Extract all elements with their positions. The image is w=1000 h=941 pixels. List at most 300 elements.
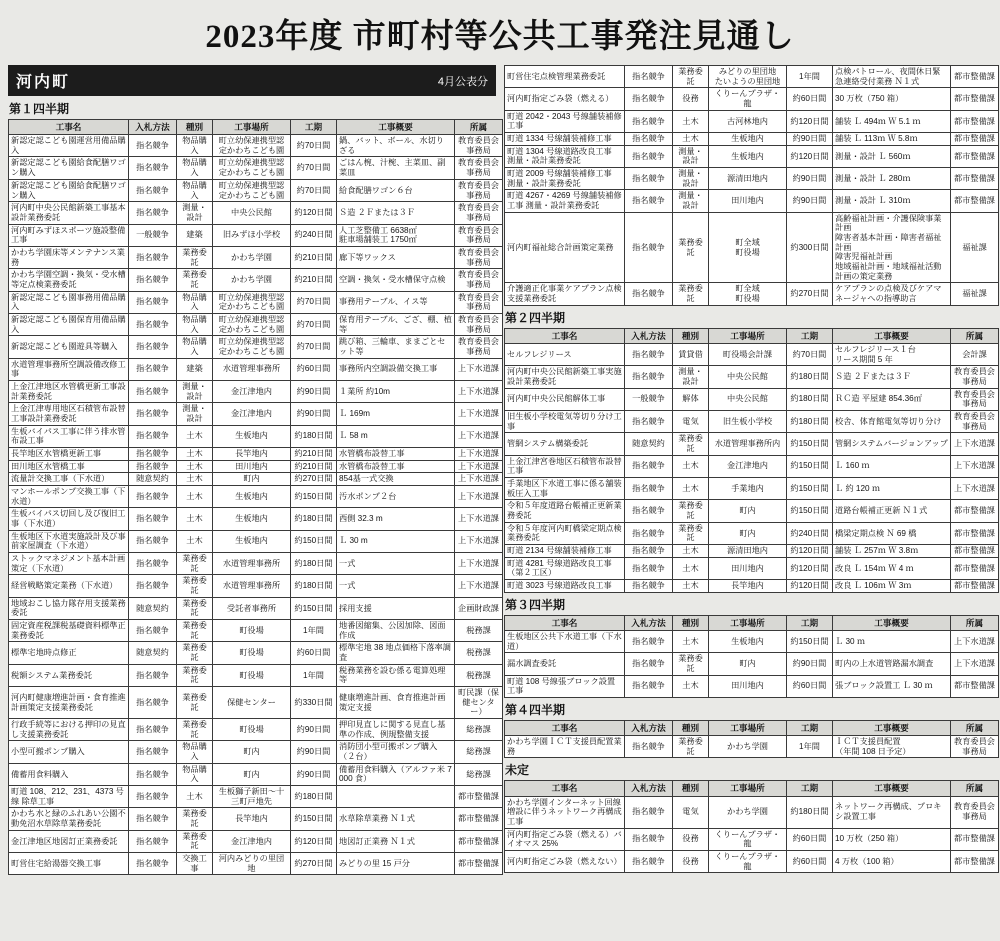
cell-3: 旧生板小学校 bbox=[709, 410, 787, 432]
cell-6: 都市整備課 bbox=[455, 808, 503, 830]
column-header-2: 種別 bbox=[673, 720, 709, 735]
cell-3: 水道管理事務所内 bbox=[709, 433, 787, 455]
cell-3: 町内 bbox=[213, 473, 291, 486]
cell-1: 指名競争 bbox=[129, 135, 177, 157]
section-undecided bbox=[504, 761, 995, 873]
cell-1: 指名競争 bbox=[129, 508, 177, 530]
cell-1: 指名競争 bbox=[129, 460, 177, 473]
column-header-0: 工事名 bbox=[505, 328, 625, 343]
cell-0: 介護適正化事業ケアプラン点検支援業務委託 bbox=[505, 283, 625, 305]
cell-5: 空調・換気・受水槽保守点検 bbox=[337, 269, 455, 291]
cell-5: 水草除草業務 Ｎ１式 bbox=[337, 808, 455, 830]
cell-2: 土木 bbox=[673, 477, 709, 499]
left-sections bbox=[8, 100, 499, 875]
cell-2: 土木 bbox=[673, 455, 709, 477]
projects-table bbox=[8, 119, 503, 875]
banner bbox=[0, 0, 1000, 65]
cell-0: 新認定認こども園給食配膳ワゴン購入 bbox=[9, 179, 129, 201]
cell-2: 土木 bbox=[177, 485, 213, 507]
cell-4: 約240日間 bbox=[291, 224, 337, 246]
cell-6: 上下水道課 bbox=[455, 358, 503, 380]
table-row bbox=[505, 190, 999, 212]
cell-1: 指名競争 bbox=[625, 653, 673, 675]
table-row bbox=[9, 269, 503, 291]
cell-4: 約180日間 bbox=[787, 388, 833, 410]
table-row bbox=[9, 485, 503, 507]
cell-4: 約120日間 bbox=[787, 110, 833, 132]
cell-5: ＩＣＴ支援員配置 （年間 108 日予定） bbox=[833, 736, 951, 758]
cell-1: 指名競争 bbox=[129, 808, 177, 830]
cell-5: 水管橋布設替工事 bbox=[337, 460, 455, 473]
cell-1: 指名競争 bbox=[625, 675, 673, 697]
cell-1: 指名競争 bbox=[129, 425, 177, 447]
cell-1: 指名競争 bbox=[625, 580, 673, 593]
cell-2: 電気 bbox=[673, 410, 709, 432]
table-row bbox=[9, 553, 503, 575]
cell-2: 測量・設計 bbox=[673, 190, 709, 212]
cell-6: 教育委員会事務局 bbox=[455, 336, 503, 358]
cell-1: 指名競争 bbox=[129, 380, 177, 402]
column-header-3: 工事場所 bbox=[709, 328, 787, 343]
cell-5: Ｌ 58 m bbox=[337, 425, 455, 447]
table-row bbox=[505, 388, 999, 410]
cell-0: 長竿地区水管橋更新工事 bbox=[9, 447, 129, 460]
cell-3: 生板地内 bbox=[213, 508, 291, 530]
cell-2: 業務委託 bbox=[177, 269, 213, 291]
cell-1: 指名競争 bbox=[625, 557, 673, 579]
table-row bbox=[505, 522, 999, 544]
cell-0: 河内町指定ごみ袋（燃えない） bbox=[505, 850, 625, 872]
cell-0: 町道 108、212、231、4373 号線 除草工事 bbox=[9, 786, 129, 808]
column-header-1: 入札方法 bbox=[625, 615, 673, 630]
cell-5: 健康増進計画、食育推進計画策定支援 bbox=[337, 687, 455, 719]
cell-6: 都市整備課 bbox=[951, 675, 999, 697]
cell-1: 指名競争 bbox=[625, 66, 673, 88]
cell-5: 地番図縮集、公図加除、図面作成 bbox=[337, 620, 455, 642]
cell-0: 生板地区公共下水道工事（下水道） bbox=[505, 630, 625, 652]
cell-2: 土木 bbox=[673, 580, 709, 593]
cell-4: 約180日間 bbox=[787, 796, 833, 828]
table-row bbox=[505, 88, 999, 110]
cell-6: 都市整備課 bbox=[951, 522, 999, 544]
cell-6: 上下水道課 bbox=[455, 553, 503, 575]
cell-6: 上下水道課 bbox=[455, 473, 503, 486]
cell-3: 町内 bbox=[213, 741, 291, 763]
cell-3: 保健センター bbox=[213, 687, 291, 719]
cell-4: 約270日間 bbox=[291, 473, 337, 486]
cell-4: 約90日間 bbox=[291, 763, 337, 785]
cell-3: くりーんプラザ・龍 bbox=[709, 88, 787, 110]
table-row bbox=[9, 179, 503, 201]
cell-6: 教育委員会事務局 bbox=[455, 179, 503, 201]
cell-6: 教育委員会事務局 bbox=[951, 388, 999, 410]
table-row bbox=[9, 664, 503, 686]
cell-5: 税務業務を設む係る電算処理等 bbox=[337, 664, 455, 686]
column-header-6: 所属 bbox=[951, 328, 999, 343]
cell-1: 指名競争 bbox=[625, 736, 673, 758]
cell-3: 生板地内 bbox=[213, 530, 291, 552]
cell-1: 随意契約 bbox=[129, 642, 177, 664]
table-row bbox=[9, 202, 503, 224]
table-row bbox=[9, 597, 503, 619]
cell-5: 廊下等ワックス bbox=[337, 246, 455, 268]
cell-3: 町内 bbox=[709, 500, 787, 522]
column-header-4: 工期 bbox=[787, 720, 833, 735]
section-cont bbox=[504, 65, 995, 306]
cell-6: 上下水道課 bbox=[951, 630, 999, 652]
cell-0: 新認定認こども園事務用備品購入 bbox=[9, 291, 129, 313]
cell-5: 管網システムバージョンアップ bbox=[833, 433, 951, 455]
cell-5: Ｌ 30 m bbox=[337, 530, 455, 552]
cell-3: くりーんプラザ・龍 bbox=[709, 828, 787, 850]
cell-1: 指名競争 bbox=[625, 88, 673, 110]
table-row bbox=[9, 425, 503, 447]
cell-1: 一般競争 bbox=[129, 224, 177, 246]
cell-0: 新認定認こども園給食配膳ワゴン購入 bbox=[9, 157, 129, 179]
cell-4: 約70日間 bbox=[291, 135, 337, 157]
cell-1: 指名競争 bbox=[625, 283, 673, 305]
cell-1: 随意契約 bbox=[625, 433, 673, 455]
cell-3: みどりの里団地 たいようの里団地 bbox=[709, 66, 787, 88]
cell-1: 一般競争 bbox=[625, 388, 673, 410]
cell-4: 約150日間 bbox=[787, 477, 833, 499]
cell-4: 約70日間 bbox=[291, 291, 337, 313]
projects-table bbox=[504, 328, 999, 593]
cell-1: 指名競争 bbox=[129, 269, 177, 291]
section-title: 第４四半期 bbox=[505, 702, 566, 717]
cell-6: 税務課 bbox=[455, 620, 503, 642]
cell-5: 跳び箱、三輪車、ままごとセット等 bbox=[337, 336, 455, 358]
section-q4 bbox=[504, 701, 995, 758]
cell-2: 土木 bbox=[177, 473, 213, 486]
cell-2: 業務委託 bbox=[673, 500, 709, 522]
table-row bbox=[9, 741, 503, 763]
cell-6: 上下水道課 bbox=[455, 403, 503, 425]
cell-5: Ｌ 約 120 ｍ bbox=[833, 477, 951, 499]
cell-6: 上下水道課 bbox=[455, 460, 503, 473]
cell-4: 約180日間 bbox=[291, 575, 337, 597]
cell-4: 約120日間 bbox=[787, 557, 833, 579]
cell-6: 上下水道課 bbox=[951, 455, 999, 477]
cell-0: 新認定認こども園遊具等購入 bbox=[9, 336, 129, 358]
cell-0: 田川地区水管橋工事 bbox=[9, 460, 129, 473]
cell-0: 固定資産税課税基礎資料標準正業務委託 bbox=[9, 620, 129, 642]
cell-6: 上下水道課 bbox=[455, 447, 503, 460]
cell-2: 土木 bbox=[673, 675, 709, 697]
cell-6: 企画財政課 bbox=[455, 597, 503, 619]
cell-4: 約240日間 bbox=[787, 522, 833, 544]
cell-2: 測量・設計 bbox=[177, 403, 213, 425]
cell-3: 町全域 町役場 bbox=[709, 283, 787, 305]
cell-6: 上下水道課 bbox=[455, 425, 503, 447]
table-row bbox=[9, 575, 503, 597]
cell-2: 測量・設計 bbox=[673, 145, 709, 167]
cell-1: 指名競争 bbox=[129, 719, 177, 741]
cell-6: 都市整備課 bbox=[951, 580, 999, 593]
cell-0: 町道 4281 号線道路改良工事（第２工区） bbox=[505, 557, 625, 579]
cell-3: 田川地内 bbox=[213, 460, 291, 473]
cell-6: 都市整備課 bbox=[951, 850, 999, 872]
cell-4: 1年間 bbox=[291, 620, 337, 642]
table-row bbox=[9, 246, 503, 268]
cell-4: 約70日間 bbox=[291, 313, 337, 335]
column-header-4: 工期 bbox=[787, 615, 833, 630]
cell-2: 物品購入 bbox=[177, 179, 213, 201]
cell-0: 水道管理事務所空調設備改修工事 bbox=[9, 358, 129, 380]
cell-1: 指名競争 bbox=[129, 830, 177, 852]
column-header-6: 所属 bbox=[455, 120, 503, 135]
cell-3: 町立幼保連携型認定かわちこども園 bbox=[213, 179, 291, 201]
cell-2: 業務委託 bbox=[177, 620, 213, 642]
cell-6: 教育委員会事務局 bbox=[951, 410, 999, 432]
projects-table bbox=[504, 615, 999, 698]
cell-5: 保育用テーブル、ござ、棚、植等 bbox=[337, 313, 455, 335]
right-sections bbox=[504, 65, 995, 873]
cell-1: 指名競争 bbox=[625, 630, 673, 652]
cell-6: 都市整備課 bbox=[455, 830, 503, 852]
table-row bbox=[505, 455, 999, 477]
cell-4: 約120日間 bbox=[787, 545, 833, 558]
column-header-5: 工事概要 bbox=[833, 328, 951, 343]
table-row bbox=[505, 366, 999, 388]
cell-0: 流量計交換工事（下水道） bbox=[9, 473, 129, 486]
cell-2: 物品購入 bbox=[177, 313, 213, 335]
column-header-2: 種別 bbox=[673, 615, 709, 630]
cell-6: 都市整備課 bbox=[951, 145, 999, 167]
cell-3: 田川地内 bbox=[709, 557, 787, 579]
cell-1: 指名競争 bbox=[129, 687, 177, 719]
cell-3: 手業地内 bbox=[709, 477, 787, 499]
cell-2: 物品購入 bbox=[177, 291, 213, 313]
table-row bbox=[505, 630, 999, 652]
cell-3: 金江津地内 bbox=[213, 403, 291, 425]
cell-3: 河内みどりの里団地 bbox=[213, 853, 291, 875]
cell-2: 業務委託 bbox=[673, 66, 709, 88]
cell-2: 業務委託 bbox=[177, 830, 213, 852]
cell-3: かわち学園 bbox=[709, 796, 787, 828]
cell-4: 約60日間 bbox=[787, 88, 833, 110]
column-header-3: 工事場所 bbox=[709, 615, 787, 630]
cell-0: 税額システム業務委託 bbox=[9, 664, 129, 686]
table-header-row bbox=[9, 120, 503, 135]
cell-6: 教育委員会事務局 bbox=[455, 157, 503, 179]
section-title: 未定 bbox=[505, 763, 530, 778]
section-title: 第１四半期 bbox=[9, 102, 70, 116]
cell-1: 指名競争 bbox=[129, 157, 177, 179]
table-row bbox=[505, 500, 999, 522]
cell-5: 一式 bbox=[337, 575, 455, 597]
cell-6: 教育委員会事務局 bbox=[455, 135, 503, 157]
cell-6: 都市整備課 bbox=[951, 190, 999, 212]
cell-4: 約210日間 bbox=[291, 269, 337, 291]
cell-4: 約90日間 bbox=[787, 190, 833, 212]
cell-3: かわち学園 bbox=[213, 269, 291, 291]
cell-3: かわち学園 bbox=[213, 246, 291, 268]
table-row bbox=[9, 447, 503, 460]
column-header-0: 工事名 bbox=[505, 615, 625, 630]
column-header-0: 工事名 bbox=[505, 781, 625, 796]
cell-5: 汚水ポンプ２台 bbox=[337, 485, 455, 507]
cell-1: 指名競争 bbox=[129, 447, 177, 460]
cell-1: 指名競争 bbox=[625, 500, 673, 522]
cell-0: 町営住宅点検管理業務委託 bbox=[505, 66, 625, 88]
cell-0: 行政手続等における押印の見直し支援業務委託 bbox=[9, 719, 129, 741]
column-header-3: 工事場所 bbox=[709, 781, 787, 796]
cell-4: 約180日間 bbox=[291, 553, 337, 575]
cell-3: 生板獅子新田～十三町戸地先 bbox=[213, 786, 291, 808]
cell-3: 長竿地内 bbox=[213, 447, 291, 460]
cell-0: 河内町健康増進計画・食育推進計画策定支援業務委託 bbox=[9, 687, 129, 719]
column-header-3: 工事場所 bbox=[709, 720, 787, 735]
cell-0: かわち学園床等メンテナンス業務 bbox=[9, 246, 129, 268]
cell-0: かわち学園インターネット回線増設に伴うネットワーク再構成工事 bbox=[505, 796, 625, 828]
cell-3: 金江津地内 bbox=[709, 455, 787, 477]
cell-1: 指名競争 bbox=[129, 291, 177, 313]
cell-3: 長竿地内 bbox=[213, 808, 291, 830]
cell-3: 水道管理事務所 bbox=[213, 553, 291, 575]
cell-5: 事務用テーブル、イス等 bbox=[337, 291, 455, 313]
cell-4: 約210日間 bbox=[291, 460, 337, 473]
cell-1: 指名競争 bbox=[625, 796, 673, 828]
table-row bbox=[9, 719, 503, 741]
table-row bbox=[505, 653, 999, 675]
cell-3: 水道管理事務所 bbox=[213, 575, 291, 597]
column-header-2: 種別 bbox=[177, 120, 213, 135]
cell-1: 指名競争 bbox=[625, 133, 673, 146]
cell-3: 旧みずほ小学校 bbox=[213, 224, 291, 246]
cell-3: 生板地内 bbox=[213, 425, 291, 447]
cell-5: Ｓ造 ２Ｆまたは３Ｆ bbox=[833, 366, 951, 388]
cell-4: 約270日間 bbox=[787, 283, 833, 305]
cell-3: かわち学園 bbox=[709, 736, 787, 758]
cell-5: 西側 32.3 m bbox=[337, 508, 455, 530]
table-row bbox=[505, 796, 999, 828]
cell-2: 業務委託 bbox=[177, 808, 213, 830]
cell-3: 田川地内 bbox=[709, 190, 787, 212]
cell-4: 約270日間 bbox=[291, 853, 337, 875]
cell-5: Ｌ 30 ｍ bbox=[833, 630, 951, 652]
section-q2 bbox=[504, 309, 995, 593]
table-row bbox=[9, 135, 503, 157]
cell-2: 土木 bbox=[673, 133, 709, 146]
cell-3: 町役場会計課 bbox=[709, 343, 787, 365]
cell-4: 約120日間 bbox=[291, 830, 337, 852]
cell-1: 指名競争 bbox=[129, 336, 177, 358]
table-row bbox=[505, 477, 999, 499]
section-title: 第２四半期 bbox=[505, 310, 566, 325]
cell-5: １業所 約10m bbox=[337, 380, 455, 402]
cell-4: 約60日間 bbox=[787, 850, 833, 872]
cell-0: 管網システム構築委託 bbox=[505, 433, 625, 455]
cell-0: 町道 1334 号線舗装補修工事 bbox=[505, 133, 625, 146]
cell-2: 土木 bbox=[177, 425, 213, 447]
cell-4: 約70日間 bbox=[291, 157, 337, 179]
cell-2: 業務委託 bbox=[673, 212, 709, 283]
cell-5: 測量・設計 Ｌ 280ｍ bbox=[833, 168, 951, 190]
cell-3: 生板地内 bbox=[213, 485, 291, 507]
town-header-bar bbox=[8, 65, 496, 96]
cell-2: 測量・設計 bbox=[177, 202, 213, 224]
cell-2: 物品購入 bbox=[177, 135, 213, 157]
table-row bbox=[505, 580, 999, 593]
cell-2: 業務委託 bbox=[673, 653, 709, 675]
cell-0: かわち水と緑のふれあい公園不動免沼水草除草業務委託 bbox=[9, 808, 129, 830]
cell-2: 物品購入 bbox=[177, 763, 213, 785]
table-row bbox=[9, 530, 503, 552]
cell-2: 物品購入 bbox=[177, 157, 213, 179]
cell-6: 教育委員会事務局 bbox=[455, 291, 503, 313]
cell-4: 約60日間 bbox=[291, 642, 337, 664]
table-row bbox=[505, 66, 999, 88]
cell-4: 約120日間 bbox=[787, 145, 833, 167]
publication-month: 4月公表分 bbox=[437, 75, 488, 88]
cell-5: 給食配膳ワゴン６台 bbox=[337, 179, 455, 201]
cell-2: 業務委託 bbox=[177, 687, 213, 719]
column-header-5: 工事概要 bbox=[833, 615, 951, 630]
column-header-1: 入札方法 bbox=[129, 120, 177, 135]
cell-1: 指名競争 bbox=[129, 553, 177, 575]
cell-6: 都市整備課 bbox=[951, 133, 999, 146]
cell-6: 教育委員会事務局 bbox=[951, 796, 999, 828]
cell-6: 教育委員会事務局 bbox=[455, 246, 503, 268]
cell-4: 約70日間 bbox=[291, 336, 337, 358]
cell-1: 指名競争 bbox=[625, 522, 673, 544]
cell-4: 約90日間 bbox=[291, 403, 337, 425]
table-row bbox=[505, 168, 999, 190]
cell-5: 押印見直しに関する見直し基準の作成、例規整備支援 bbox=[337, 719, 455, 741]
cell-2: 土木 bbox=[673, 545, 709, 558]
cell-0: 河内町みずほスポーツ施設整備工事 bbox=[9, 224, 129, 246]
cell-0: 令和５年度道路台帳補正更新業務委託 bbox=[505, 500, 625, 522]
cell-1: 指名競争 bbox=[625, 455, 673, 477]
cell-2: 交換工事 bbox=[177, 853, 213, 875]
table-row bbox=[9, 460, 503, 473]
table-row bbox=[505, 410, 999, 432]
cell-4: 約90日間 bbox=[291, 741, 337, 763]
cell-3: 金江津地内 bbox=[213, 830, 291, 852]
column-header-6: 所属 bbox=[951, 720, 999, 735]
cell-6: 教育委員会事務局 bbox=[455, 269, 503, 291]
cell-6: 教育委員会事務局 bbox=[455, 313, 503, 335]
cell-5: 張ブロック設置工 Ｌ 30 ｍ bbox=[833, 675, 951, 697]
cell-0: 町道 3023 号線道路改良工事 bbox=[505, 580, 625, 593]
projects-table bbox=[504, 65, 999, 306]
column-header-5: 工事概要 bbox=[833, 781, 951, 796]
cell-6: 都市整備課 bbox=[951, 66, 999, 88]
cell-1: 指名競争 bbox=[625, 828, 673, 850]
cell-2: 業務委託 bbox=[177, 246, 213, 268]
cell-0: 金江津地区地図訂正業務委託 bbox=[9, 830, 129, 852]
table-row bbox=[505, 283, 999, 305]
cell-5: セルフレジリース１台 リース期間 5 年 bbox=[833, 343, 951, 365]
cell-2: 業務委託 bbox=[673, 433, 709, 455]
section-q1 bbox=[8, 100, 499, 875]
cell-2: 電気 bbox=[673, 796, 709, 828]
column-header-2: 種別 bbox=[673, 781, 709, 796]
column-header-6: 所属 bbox=[951, 615, 999, 630]
table-header-row bbox=[505, 720, 999, 735]
cell-4: 約300日間 bbox=[787, 212, 833, 283]
column-header-1: 入札方法 bbox=[625, 328, 673, 343]
cell-6: 町民課（保健センター） bbox=[455, 687, 503, 719]
cell-5: 消防団小型可搬ポンプ購入（２台） bbox=[337, 741, 455, 763]
table-row bbox=[505, 145, 999, 167]
cell-0: 河内町指定ごみ袋（燃える）バイオマス 25% bbox=[505, 828, 625, 850]
cell-0: かわち学園ＩＣＴ支援員配置業務 bbox=[505, 736, 625, 758]
cell-2: 測量・設計 bbox=[673, 168, 709, 190]
cell-5: 高齢福祉計画・介護保険事業計画 障害者基本計画・障害者福祉計画 障害児福祉計画 地域福祉計画・地域福祉活動計画の策定業務 bbox=[833, 212, 951, 283]
cell-0: 町道 108 号線張ブロック設置工事 bbox=[505, 675, 625, 697]
